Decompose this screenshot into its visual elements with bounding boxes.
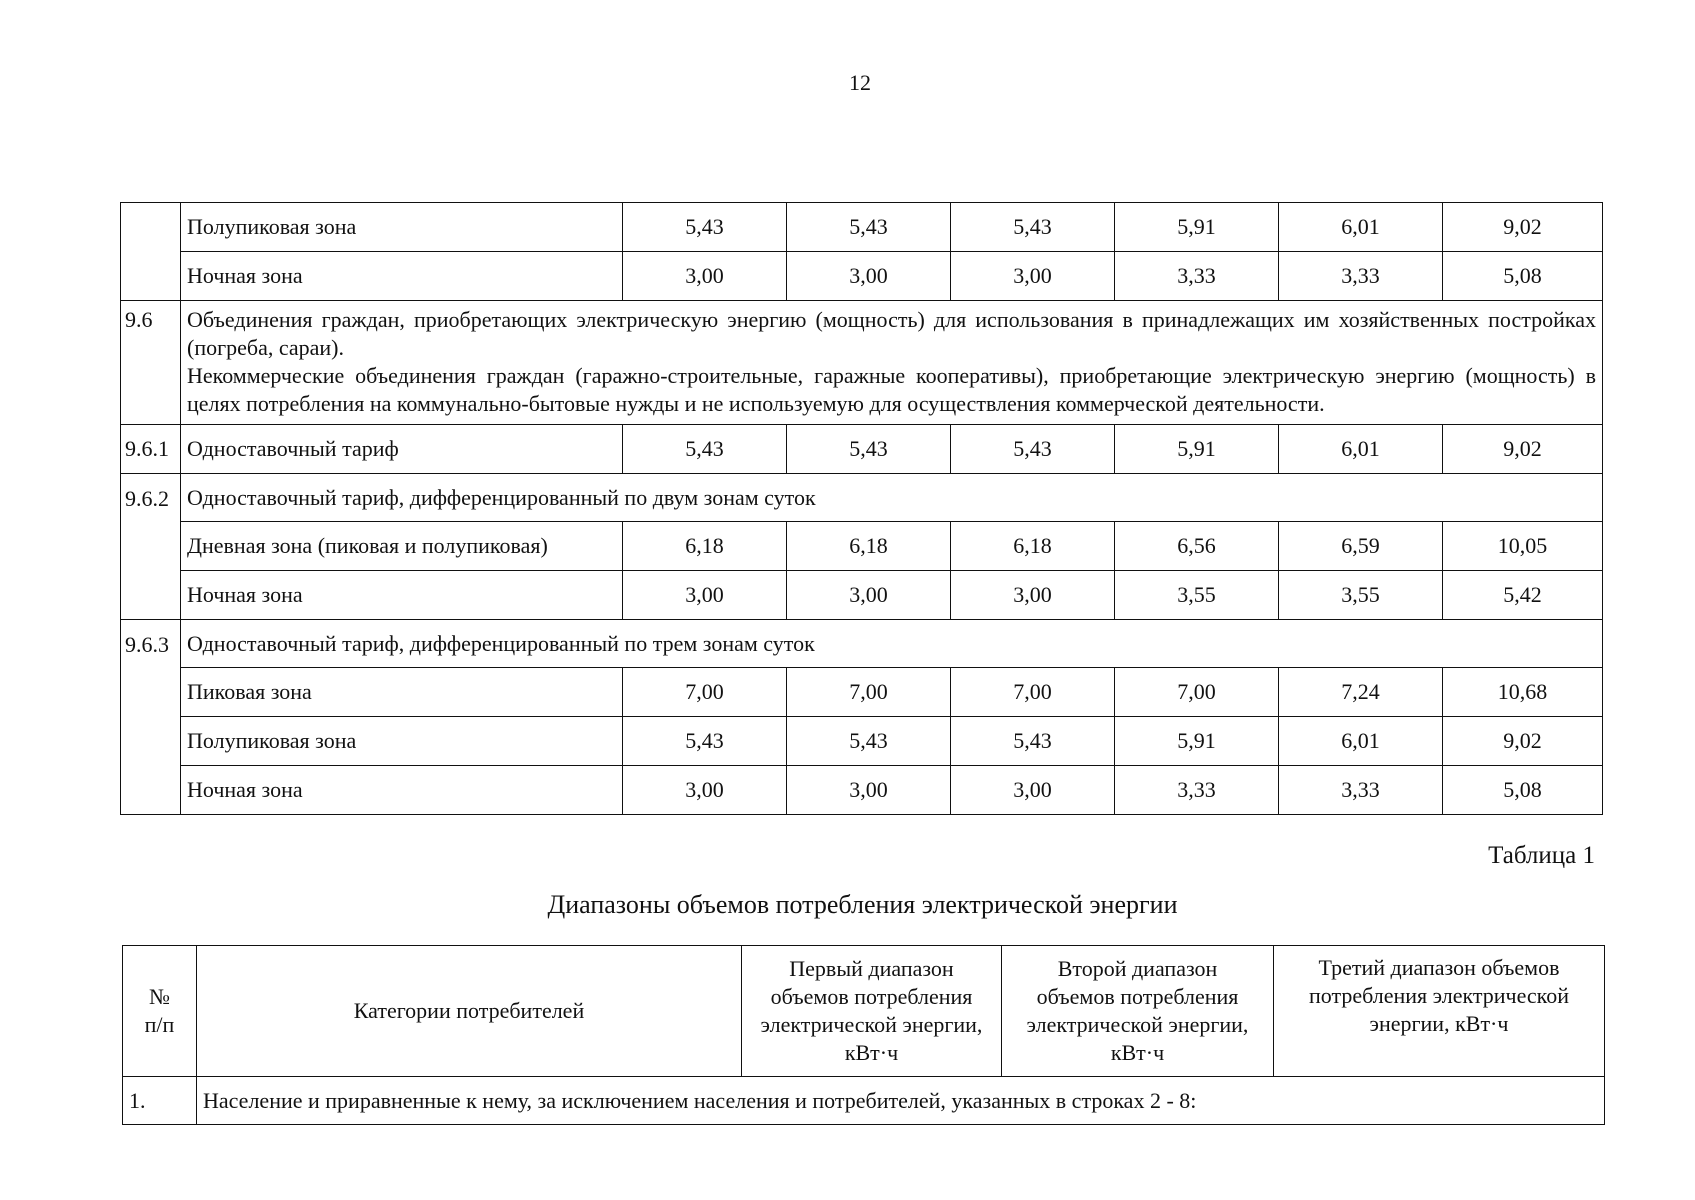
table-row	[121, 620, 1603, 668]
zone-name: Ночная зона	[181, 252, 623, 301]
tariff-value: 6,18	[623, 522, 787, 571]
tariff-value: 5,43	[787, 717, 951, 766]
table-row	[121, 766, 1603, 815]
tariff-value: 7,00	[951, 668, 1115, 717]
zone-name: Дневная зона (пиковая и полупиковая)	[181, 522, 623, 571]
header-range-1	[742, 946, 1002, 1077]
zone-name: Ночная зона	[181, 571, 623, 620]
table-caption: Таблица 1	[1488, 842, 1595, 869]
category-text: Население и приравненные к нему, за исключением населения и потребителей, указанных в строках 2 - 8:	[197, 1077, 1605, 1125]
tariff-value: 5,43	[623, 425, 787, 474]
tariff-value: 7,00	[787, 668, 951, 717]
tariff-value: 6,01	[1279, 203, 1443, 252]
tariff-value: 3,00	[951, 571, 1115, 620]
header-line: Второй диапазон	[1057, 956, 1218, 981]
table-row	[121, 203, 1603, 252]
tariff-value: 5,43	[787, 203, 951, 252]
header-line: Первый диапазон	[789, 956, 954, 981]
header-line: энергии, кВт·ч	[1369, 1011, 1509, 1036]
row-number: 9.6.2	[121, 474, 181, 620]
table-row	[121, 252, 1603, 301]
tariff-value: 6,18	[787, 522, 951, 571]
tariff-value: 5,43	[623, 203, 787, 252]
table-row	[121, 717, 1603, 766]
tariff-value: 7,24	[1279, 668, 1443, 717]
row-number: 9.6	[121, 301, 181, 425]
tariff-value: 5,43	[951, 717, 1115, 766]
header-line: объемов потребления	[770, 984, 973, 1009]
table-row	[121, 522, 1603, 571]
tariff-value: 9,02	[1443, 203, 1603, 252]
header-category: Категории потребителей	[197, 946, 742, 1077]
table-row	[121, 571, 1603, 620]
tariff-value: 5,42	[1443, 571, 1603, 620]
tariff-value: 7,00	[1115, 668, 1279, 717]
tariff-value: 6,59	[1279, 522, 1443, 571]
header-line: №	[149, 984, 170, 1009]
tariff-value: 6,56	[1115, 522, 1279, 571]
tariff-value: 6,01	[1279, 425, 1443, 474]
row-number: 9.6.1	[121, 425, 181, 474]
row-number: 9.6.3	[121, 620, 181, 815]
tariff-value: 3,00	[623, 571, 787, 620]
table-row	[121, 425, 1603, 474]
header-line: электрической энергии,	[1026, 1012, 1249, 1037]
header-number	[123, 946, 197, 1077]
tariff-value: 3,00	[787, 571, 951, 620]
tariff-value: 5,43	[787, 425, 951, 474]
header-line: потребления электрической	[1308, 983, 1569, 1008]
tariff-value: 5,43	[623, 717, 787, 766]
tariff-name: Одноставочный тариф	[181, 425, 623, 474]
row-number-cell	[121, 203, 181, 301]
tariff-value: 10,68	[1443, 668, 1603, 717]
zone-name: Пиковая зона	[181, 668, 623, 717]
tariff-table	[120, 202, 1603, 815]
tariff-value: 7,00	[623, 668, 787, 717]
tariff-value: 3,00	[787, 766, 951, 815]
tariff-name: Одноставочный тариф, дифференцированный по двум зонам суток	[181, 474, 1603, 522]
tariff-value: 5,43	[951, 425, 1115, 474]
tariff-value: 5,08	[1443, 766, 1603, 815]
zone-name: Полупиковая зона	[181, 203, 623, 252]
header-range-2	[1002, 946, 1274, 1077]
header-range-3	[1274, 946, 1605, 1077]
tariff-value: 6,01	[1279, 717, 1443, 766]
table-row	[121, 668, 1603, 717]
description-paragraph: Объединения граждан, приобретающих электрическую энергию (мощность) для использования в принадлежащих им хозяйственных постройках (погреба, сараи).	[187, 307, 1596, 360]
table-row	[121, 474, 1603, 522]
tariff-value: 5,43	[951, 203, 1115, 252]
tariff-value: 3,00	[623, 766, 787, 815]
tariff-value: 5,91	[1115, 717, 1279, 766]
section-description	[181, 301, 1603, 425]
tariff-value: 3,00	[787, 252, 951, 301]
section-row	[121, 301, 1603, 425]
tariff-name: Одноставочный тариф, дифференцированный по трем зонам суток	[181, 620, 1603, 668]
zone-name: Ночная зона	[181, 766, 623, 815]
header-line: кВт·ч	[1110, 1040, 1165, 1065]
tariff-value: 3,00	[623, 252, 787, 301]
zone-name: Полупиковая зона	[181, 717, 623, 766]
tariff-value: 5,91	[1115, 425, 1279, 474]
tariff-value: 5,91	[1115, 203, 1279, 252]
tariff-value: 3,33	[1279, 252, 1443, 301]
header-line: объемов потребления	[1036, 984, 1239, 1009]
tariff-value: 3,33	[1279, 766, 1443, 815]
tariff-value: 9,02	[1443, 717, 1603, 766]
table-title: Диапазоны объемов потребления электрической энергии	[547, 890, 1178, 919]
tariff-value: 9,02	[1443, 425, 1603, 474]
tariff-value: 6,18	[951, 522, 1115, 571]
header-line: кВт·ч	[844, 1040, 899, 1065]
tariff-value: 3,33	[1115, 766, 1279, 815]
description-paragraph: Некоммерческие объединения граждан (гаражно-строительные, гаражные кооперативы), приобретающие электрическую энергию (мощность) в целях потребления на коммунально-бытовые нужды и не используемую для осуществления коммерческой деятельности.	[187, 363, 1596, 416]
tariff-value: 5,08	[1443, 252, 1603, 301]
tariff-value: 3,33	[1115, 252, 1279, 301]
header-line: п/п	[144, 1012, 175, 1037]
ranges-table	[122, 945, 1605, 1125]
tariff-value: 3,00	[951, 252, 1115, 301]
header-line: электрической энергии,	[760, 1012, 983, 1037]
header-row	[123, 946, 1605, 1077]
table-row	[123, 1077, 1605, 1125]
page-number: 12	[849, 70, 871, 95]
row-number: 1.	[123, 1077, 197, 1125]
tariff-value: 3,55	[1279, 571, 1443, 620]
header-line: Третий диапазон объемов	[1318, 955, 1560, 980]
tariff-value: 10,05	[1443, 522, 1603, 571]
tariff-value: 3,55	[1115, 571, 1279, 620]
tariff-value: 3,00	[951, 766, 1115, 815]
